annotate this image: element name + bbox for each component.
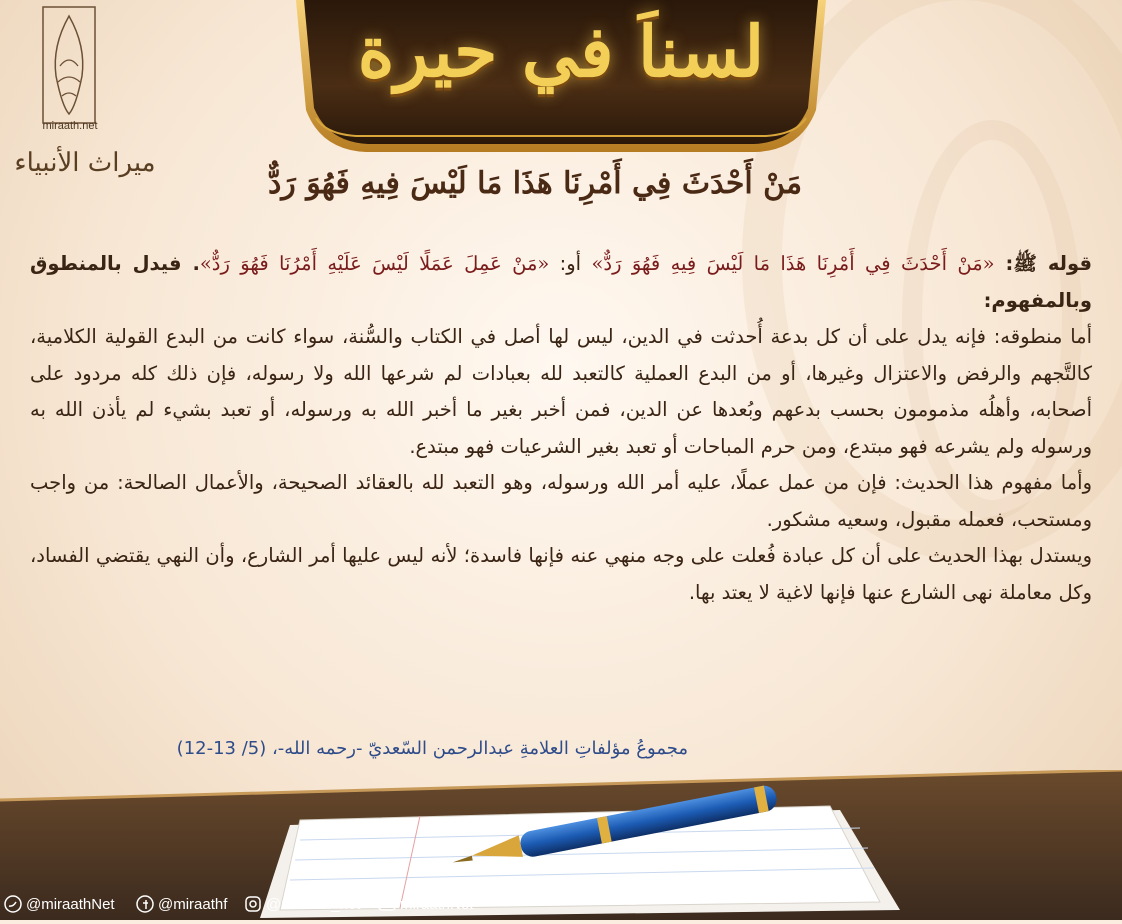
logo-url: miraath.net — [42, 120, 98, 132]
youtube-icon — [378, 895, 396, 913]
social-twitter[interactable] — [4, 892, 115, 916]
youtube-handle: miraathNet — [400, 895, 474, 913]
twitter-icon — [4, 895, 22, 913]
paragraph-2: أما منطوقه: فإنه يدل على أن كل بدعة أُحدثت في الدين، ليس لها أصل في الكتاب والسُّنة، سواء كانت من البدع القولية الكلامية، كالتَّجهم والرفض والاعتزال وغيرها، أو من البدع العملية كالتعبد لله بعبادات لم شرعها الله ولا رسوله، فإن ذلك كله مردود على أصحابه، وأهلُه مذمومون بحسب بدعهم وبُعدها عن الدين، فمن أخبر بغير ما أخبر الله به ورسوله، أو تعبد بشيء لم يأذن الله به ورسوله ولم يشرعه فهو مبتدع، ومن حرم المباحات أو تعبد بغير الشرعيات فهو مبتدع. — [30, 325, 1092, 458]
social-facebook[interactable] — [136, 892, 227, 916]
logo-brand-text: ميراث الأنبياء — [14, 148, 156, 178]
or-text: أو: — [549, 252, 592, 275]
hadith-quote-1: «مَنْ أَحْدَثَ فِي أَمْرِنَا هَذَا مَا لَيْسَ فِيهِ فَهُوَ رَدٌّ» — [591, 252, 995, 275]
logo-calligraphy-icon — [42, 6, 96, 124]
banner-title: لسناَ في حيرة — [357, 10, 765, 93]
instagram-handle: @miraath_net — [266, 895, 361, 913]
page-title: مَنْ أَحْدَثَ فِي أَمْرِنَا هَذَا مَا لَيْسَ فِيهِ فَهُوَ رَدٌّ — [267, 166, 803, 201]
twitter-handle: @miraathNet — [26, 895, 115, 913]
instagram-icon — [244, 895, 262, 913]
social-youtube[interactable] — [378, 892, 473, 916]
article-body — [30, 246, 1092, 611]
intro-text: قوله ﷺ: — [994, 252, 1092, 275]
paragraph-1-end: . فيدل بالمنطوق وبالمفهوم: — [30, 252, 1092, 312]
hadith-quote-2: «مَنْ عَمِلَ عَمَلًا لَيْسَ عَلَيْهِ أَمْرُنَا فَهُوَ رَدٌّ» — [199, 252, 550, 275]
paragraph-1 — [30, 246, 1092, 319]
source-citation: مجموعُ مؤلفاتِ العلامةِ عبدالرحمن السّعديّ -رحمه الله-، (5/ 13-12) — [176, 738, 688, 759]
facebook-icon — [136, 895, 154, 913]
social-instagram[interactable] — [244, 892, 360, 916]
facebook-handle: @miraathf — [158, 895, 228, 913]
header-banner — [296, 0, 826, 158]
paragraph-4: ويستدل بهذا الحديث على أن كل عبادة فُعلت على وجه منهي عنه فإنها فاسدة؛ لأنه ليس عليها أمر الشارع، وأن النهي يقتضي الفساد، وكل معاملة نهى الشارع عنها فإنها لاغية لا يعتد بها. — [30, 544, 1092, 604]
paragraph-3: وأما مفهوم هذا الحديث: فإن من عمل عملًا، عليه أمر الله ورسوله، وهو التعبد لله بالعقائد الصحيحة، والأعمال الصالحة: من واجب ومستحب، فعمله مقبول، وسعيه مشكور. — [30, 471, 1092, 531]
